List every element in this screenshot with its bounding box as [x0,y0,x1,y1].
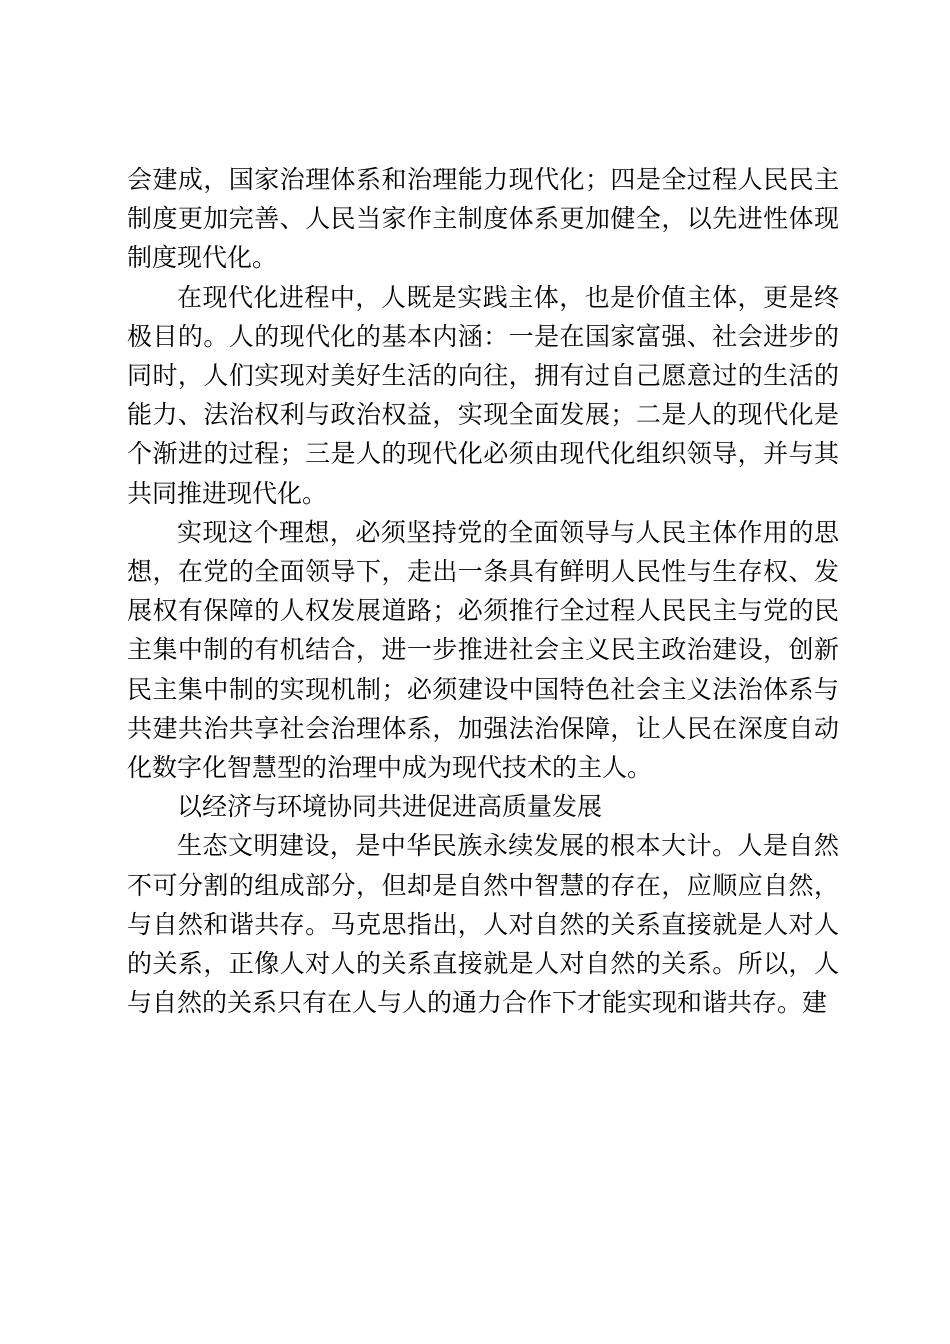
section-heading: 以经济与环境协同共进促进高质量发展 [177,792,603,822]
document-body [127,160,839,1022]
paragraph-realizing-ideal: 实现这个理想，必须坚持党的全面领导与人民主体作用的思想，在党的全面领导下，走出一条具有鲜明人民性与生存权、发展权有保障的人权发展道路；必须推行全过程人民民主与党的民主集中制的有机结合，进一步推进社会主义民主政治建设，创新民主集中制的实现机制；必须建设中国特色社会主义法治体系与共建共治共享社会治理体系，加强法治保障，让人民在深度自动化数字化智慧型的治理中成为现代技术的主人。 [127,517,839,783]
paragraph-ecological-civilization: 生态文明建设，是中华民族永续发展的根本大计。人是自然不可分割的组成部分，但却是自然中智慧的存在，应顺应自然，与自然和谐共存。马克思指出，人对自然的关系直接就是人对人的关系，正像人对人的关系直接就是人对自然的关系。所以，人与自然的关系只有在人与人的通力合作下才能实现和谐共存。建 [127,831,839,1018]
paragraph-human-modernization: 在现代化进程中，人既是实践主体，也是价值主体，更是终极目的。人的现代化的基本内涵：一是在国家富强、社会进步的同时，人们实现对美好生活的向往，拥有过自己愿意过的生活的能力、法治权利与政治权益，实现全面发展；二是人的现代化是个渐进的过程；三是人的现代化必须由现代化组织领导，并与其共同推进现代化。 [127,282,839,508]
paragraph-continuation: 会建成，国家治理体系和治理能力现代化；四是全过程人民民主制度更加完善、人民当家作主制度体系更加健全，以先进性体现制度现代化。 [127,165,839,273]
